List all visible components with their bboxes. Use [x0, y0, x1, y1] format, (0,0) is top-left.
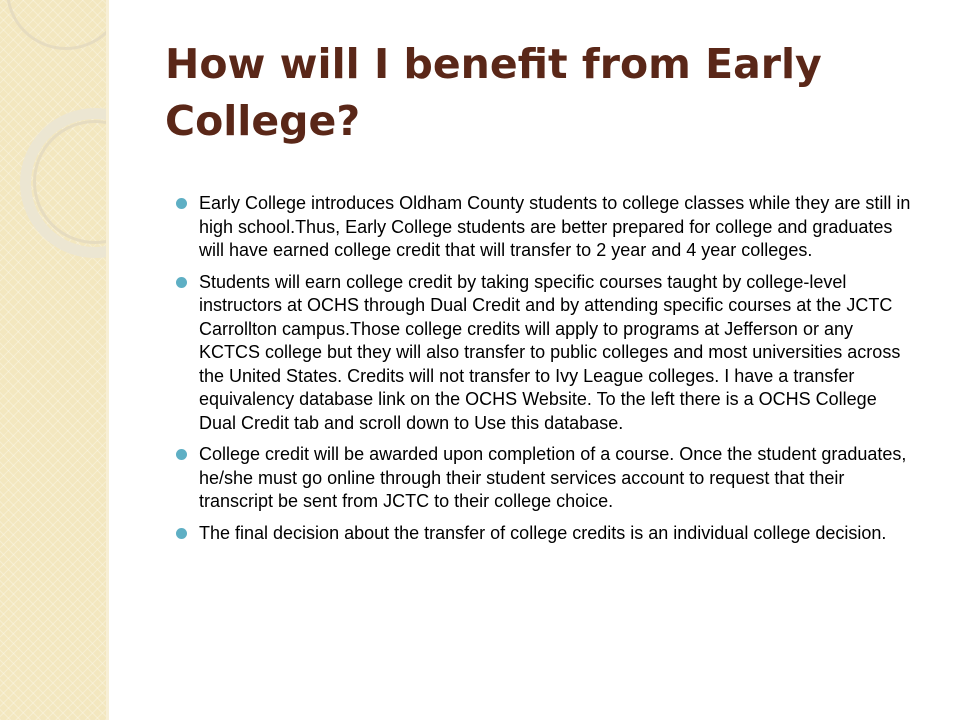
bullet-item — [176, 192, 916, 263]
bullet-dot-icon — [176, 277, 187, 288]
bullet-dot-icon — [176, 528, 187, 539]
side-strip-edge — [106, 0, 109, 720]
decorative-circle-top — [6, 0, 108, 50]
bullet-text: Early College introduces Oldham County students to college classes while they are still in high school.Thus, Early College students are better prepared for college and graduates will have earned college credit that will transfer to 2 year and 4 year colleges. — [199, 193, 911, 260]
bullet-text: The final decision about the transfer of college credits is an individual college decision. — [199, 522, 887, 543]
bullet-text: College credit will be awarded upon completion of a course. Once the student graduates, he/she must go online through their student services account to request that their transcript be sent from JCTC to their college choice. — [199, 444, 907, 511]
bullet-text: Students will earn college credit by taking specific courses taught by college-level instructors at OCHS through Dual Credit and by attending specific courses at the JCTC Carrollton campus.Those college credits will apply to programs at Jefferson or any KCTCS college but they will also transfer to public colleges and most universities across the United States. Credits will not transfer to Ivy League colleges. I have a transfer equivalency database link on the OCHS Website. To the left there is a OCHS College Dual Credit tab and scroll down to Use this database. — [199, 271, 901, 433]
bullet-list — [176, 192, 916, 553]
slide-title: How will I benefit from Early College? — [165, 40, 822, 145]
decorative-side-strip — [0, 0, 108, 720]
bullet-item — [176, 443, 916, 514]
bullet-item — [176, 271, 916, 436]
bullet-dot-icon — [176, 198, 187, 209]
bullet-dot-icon — [176, 449, 187, 460]
bullet-item — [176, 522, 916, 546]
